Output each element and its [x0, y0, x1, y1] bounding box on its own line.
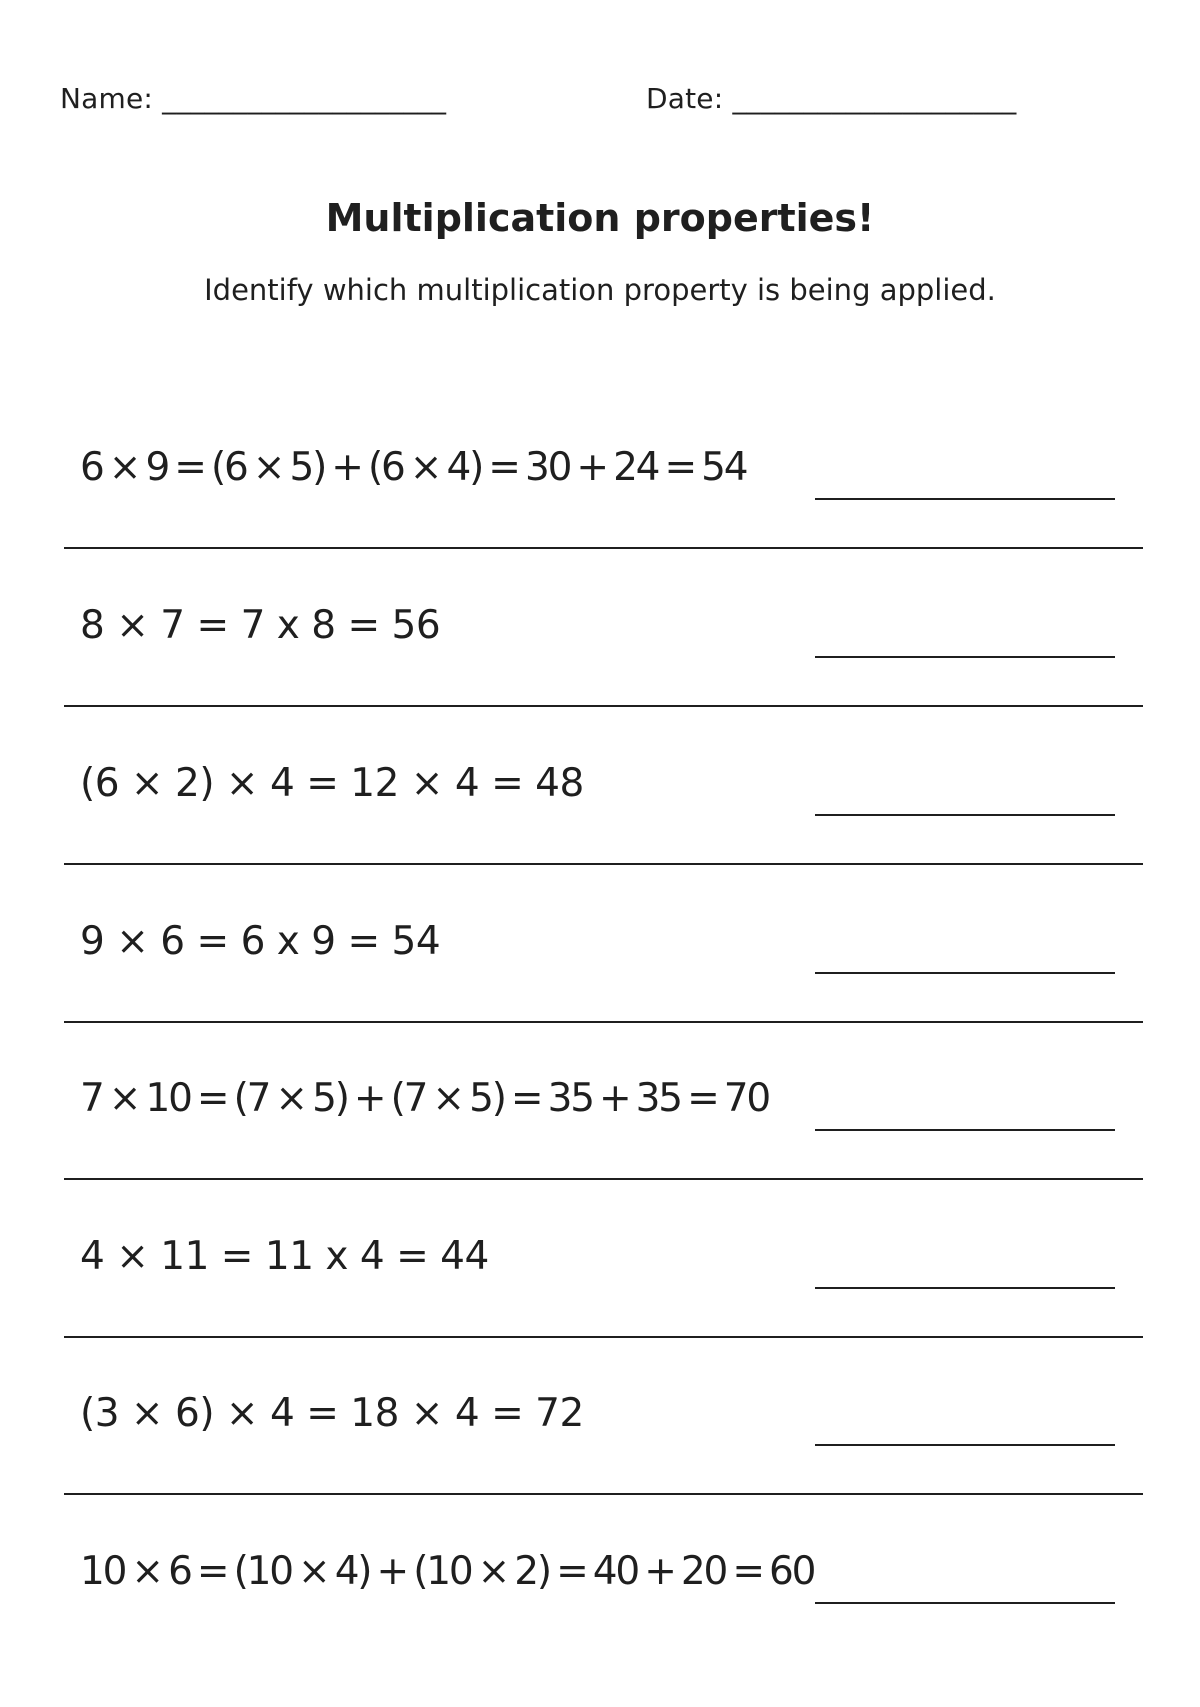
problem-equation: 8 × 7 = 7 x 8 = 56	[80, 603, 441, 648]
answer-line	[815, 1602, 1115, 1604]
answer-line	[815, 498, 1115, 500]
problem-row	[0, 1391, 1200, 1549]
problem-equation: 6 × 9 = (6 × 5) + (6 × 4) = 30 + 24 = 54	[80, 445, 747, 490]
row-divider	[64, 1336, 1143, 1338]
answer-line	[815, 1287, 1115, 1289]
answer-line	[815, 656, 1115, 658]
row-divider	[64, 547, 1143, 549]
problem-row	[0, 1076, 1200, 1234]
problem-row	[0, 1549, 1200, 1707]
answer-line	[815, 1444, 1115, 1446]
row-divider	[64, 1021, 1143, 1023]
row-divider	[64, 705, 1143, 707]
problem-row	[0, 603, 1200, 761]
worksheet-instructions: Identify which multiplication property is being applied.	[204, 273, 996, 307]
row-divider	[64, 1178, 1143, 1180]
problem-equation: 4 × 11 = 11 x 4 = 44	[80, 1234, 489, 1279]
problem-row	[0, 919, 1200, 1077]
problem-row	[0, 445, 1200, 603]
answer-line	[815, 814, 1115, 816]
problem-equation: 7 × 10 = (7 × 5) + (7 × 5) = 35 + 35 = 70	[80, 1076, 770, 1121]
problem-row	[0, 761, 1200, 919]
problem-equation: (6 × 2) × 4 = 12 × 4 = 48	[80, 761, 584, 806]
problem-equation: 10 × 6 = (10 × 4) + (10 × 2) = 40 + 20 = 60	[80, 1549, 815, 1594]
date-field-label: Date: ____________________	[646, 82, 1017, 115]
row-divider	[64, 863, 1143, 865]
worksheet-title: Multiplication properties!	[325, 196, 875, 240]
problem-row	[0, 1234, 1200, 1392]
answer-line	[815, 972, 1115, 974]
row-divider	[64, 1493, 1143, 1495]
problem-equation: 9 × 6 = 6 x 9 = 54	[80, 919, 441, 964]
answer-line	[815, 1129, 1115, 1131]
problem-equation: (3 × 6) × 4 = 18 × 4 = 72	[80, 1391, 584, 1436]
name-field-label: Name: ____________________	[60, 82, 447, 115]
